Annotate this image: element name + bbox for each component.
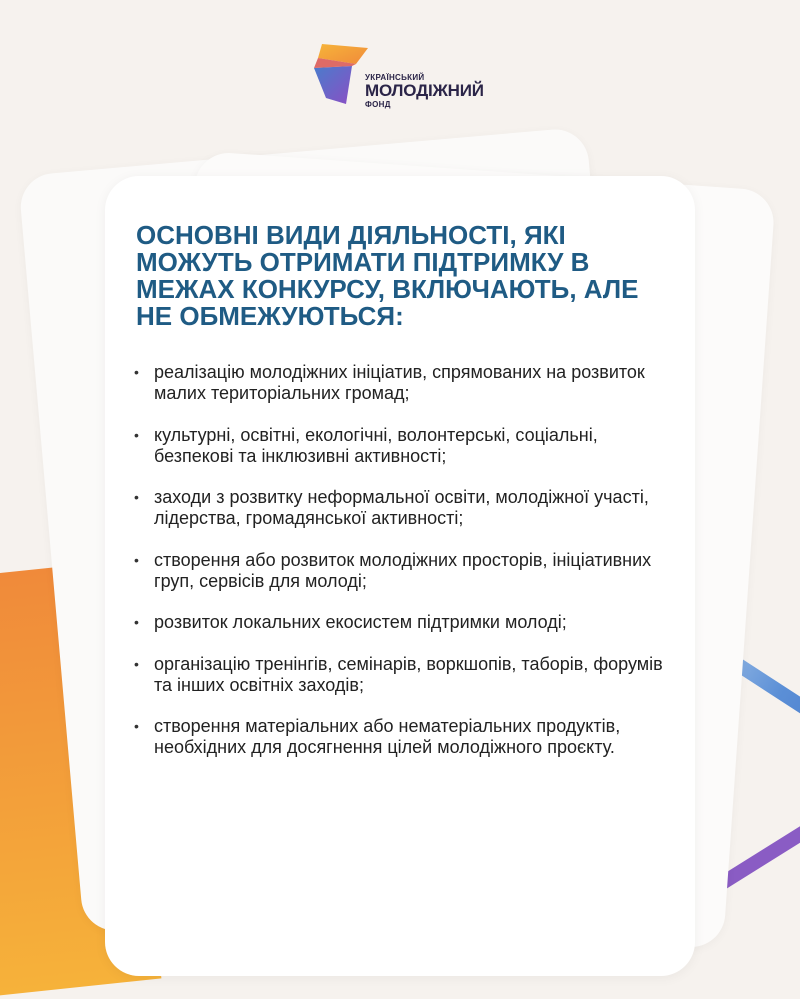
bullet-icon: •	[134, 364, 139, 380]
bullet-icon: •	[134, 614, 139, 630]
brand-name-line2: МОЛОДІЖНИЙ	[365, 81, 484, 100]
bullet-icon: •	[134, 655, 139, 672]
list-item	[128, 362, 668, 404]
list-item-text: організацію тренінгів, семінарів, воркшопів, таборів, форумів та інших освітніх заходів;	[154, 653, 663, 695]
list-item-text: створення або розвиток молодіжних просторів, ініціативних груп, сервісів для молоді;	[154, 549, 652, 591]
bullet-icon: •	[134, 426, 139, 443]
page-title: ОСНОВНІ ВИДИ ДІЯЛЬНОСТІ, ЯКІ МОЖУТЬ ОТРИМАТИ ПІДТРИМКУ В МЕЖАХ КОНКУРСУ, ВКЛЮЧАЮТЬ, АЛЕ НЕ ОБМЕЖУЮТЬСЯ:	[136, 220, 639, 331]
brand-name	[365, 73, 484, 109]
list-item-text: реалізацію молодіжних ініціатив, спрямованих на розвиток малих територіальних громад;	[154, 362, 645, 403]
list-item	[128, 550, 668, 592]
list-item-text: заходи з розвитку неформальної освіти, молодіжної участі, лідерства, громадянської активності;	[154, 487, 649, 528]
bullet-icon: •	[134, 718, 139, 734]
list-item	[128, 425, 668, 467]
bullet-icon: •	[134, 551, 139, 568]
list-item-text: створення матеріальних або нематеріальних продуктів, необхідних для досягнення цілей молодіжного проєкту.	[154, 716, 621, 757]
list-item	[128, 612, 668, 633]
brand-name-line1: УКРАЇНСЬКИЙ	[365, 73, 425, 82]
brand-logo	[312, 42, 512, 112]
list-item	[128, 716, 668, 758]
bullet-icon: •	[134, 489, 139, 505]
list-item	[128, 654, 668, 696]
list-item-text: розвиток локальних екосистем підтримки молоді;	[154, 612, 567, 632]
brand-name-line3: ФОНД	[365, 100, 391, 109]
list-item-text: культурні, освітні, екологічні, волонтерські, соціальні, безпекові та інклюзивні активності;	[154, 424, 598, 466]
activities-list	[128, 362, 668, 779]
list-item	[128, 487, 668, 529]
